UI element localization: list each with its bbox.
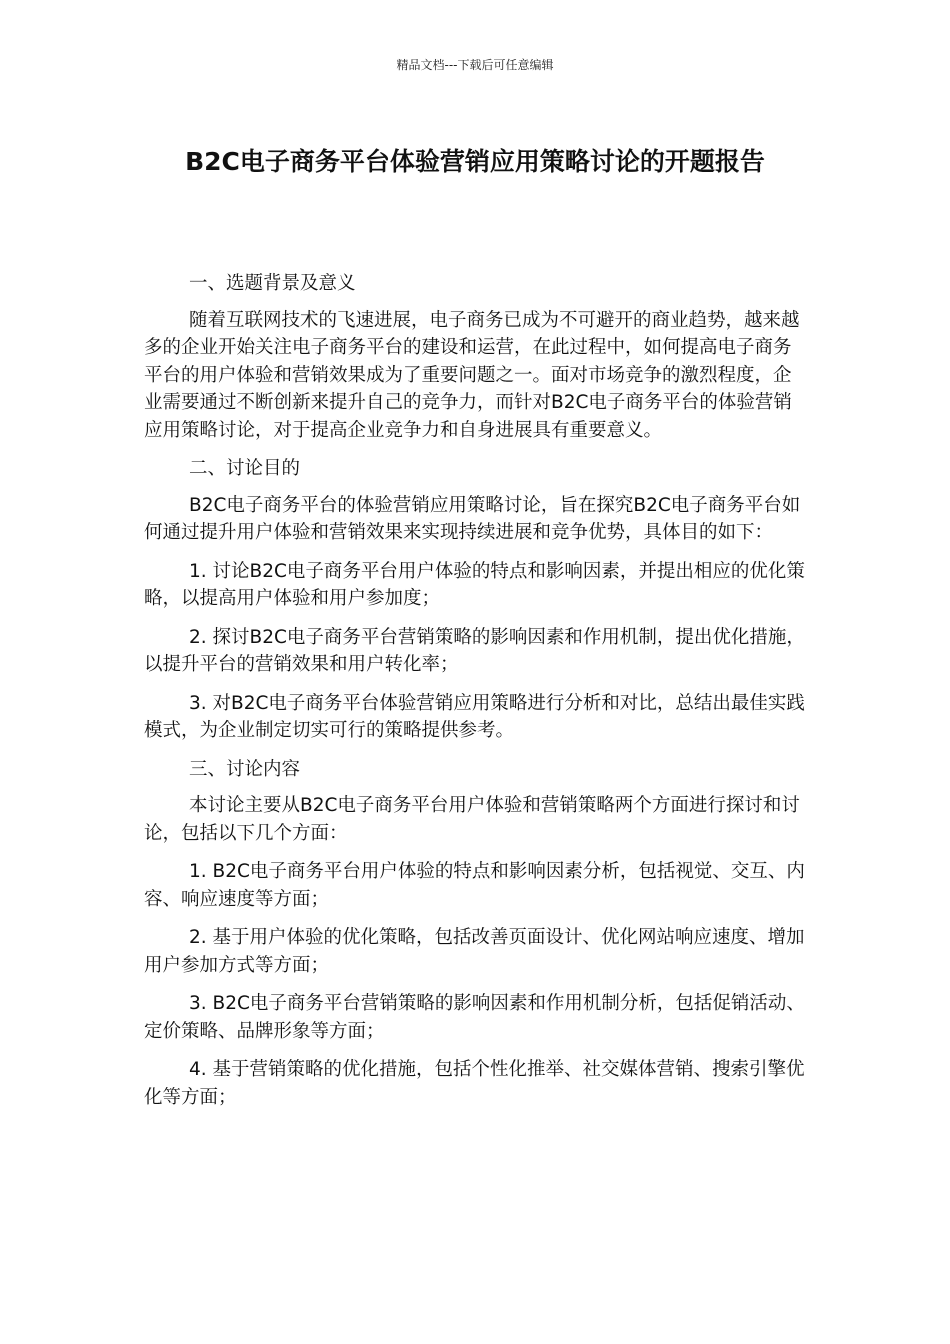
document-body bbox=[144, 270, 808, 1122]
list-item: 3. B2C电子商务平台营销策略的影响因素和作用机制分析，包括促销活动、定价策略、品牌形象等方面； bbox=[144, 993, 805, 1042]
section-background bbox=[144, 270, 808, 444]
list-item: 1. B2C电子商务平台用户体验的特点和影响因素分析，包括视觉、交互、内容、响应速度等方面； bbox=[144, 861, 805, 910]
paragraph: B2C电子商务平台的体验营销应用策略讨论，旨在探究B2C电子商务平台如何通过提升用户体验和营销效果来实现持续进展和竞争优势，具体目的如下： bbox=[144, 494, 801, 543]
section-heading: 二、讨论目的 bbox=[189, 458, 301, 479]
section-content bbox=[144, 756, 808, 1112]
section-heading: 一、选题背景及意义 bbox=[189, 273, 356, 294]
list-item: 3. 对B2C电子商务平台体验营销应用策略进行分析和对比，总结出最佳实践模式，为企业制定切实可行的策略提供参考。 bbox=[144, 692, 805, 741]
paragraph: 本讨论主要从B2C电子商务平台用户体验和营销策略两个方面进行探讨和讨论，包括以下几个方面： bbox=[144, 795, 800, 844]
list-item: 1. 讨论B2C电子商务平台用户体验的特点和影响因素，并提出相应的优化策略，以提高用户体验和用户参加度； bbox=[144, 560, 805, 609]
document-title: B2C电子商务平台体验营销应用策略讨论的开题报告 bbox=[185, 147, 765, 176]
list-item: 2. 探讨B2C电子商务平台营销策略的影响因素和作用机制，提出优化措施，以提升平台的营销效果和用户转化率； bbox=[144, 626, 805, 675]
section-purpose bbox=[144, 455, 808, 745]
section-heading: 三、讨论内容 bbox=[189, 758, 301, 780]
page-header-watermark: 精品文档---下载后可任意编辑 bbox=[396, 58, 554, 72]
list-item: 4. 基于营销策略的优化措施，包括个性化推举、社交媒体营销、搜索引擎优化等方面； bbox=[144, 1059, 805, 1108]
list-item: 2. 基于用户体验的优化策略，包括改善页面设计、优化网站响应速度、增加用户参加方式等方面； bbox=[144, 927, 805, 976]
paragraph: 随着互联网技术的飞速进展，电子商务已成为不可避开的商业趋势，越来越多的企业开始关注电子商务平台的建设和运营，在此过程中，如何提高电子商务平台的用户体验和营销效果成为了重要问题之一。面对市场竞争的激烈程度，企业需要通过不断创新来提升自己的竞争力，而针对B2C电子商务平台的体验营销应用策略讨论，对于提高企业竞争力和自身进展具有重要意义。 bbox=[144, 309, 800, 441]
